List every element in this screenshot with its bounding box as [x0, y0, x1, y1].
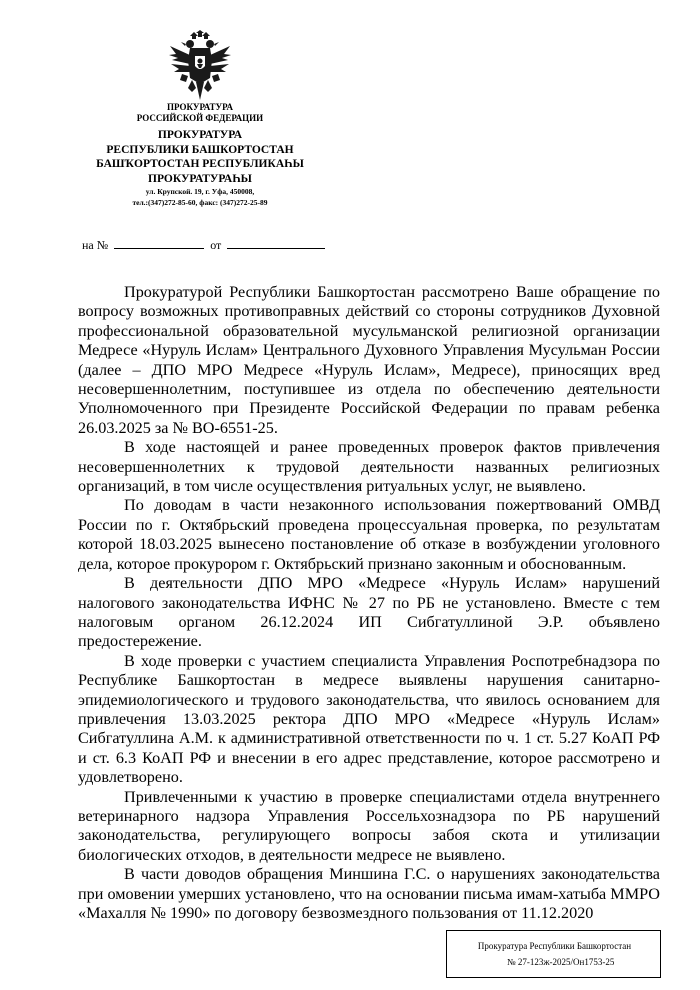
org-bash-line-1: БАШҠОРТОСТАН РЕСПУБЛИКАҺЫ [96, 158, 304, 170]
phones: тел.:(347)272-85-60, факс: (347)272-25-89 [132, 198, 268, 207]
number-label: на № [82, 238, 109, 252]
org-small-line-1: ПРОКУРАТУРА [167, 102, 233, 112]
organization-name [70, 128, 330, 186]
paragraph: В деятельности ДПО МРО «Медресе «Нуруль Ислам» нарушений налогового законодательства ИФНС № 27 по РБ не установлено. Вместе с тем налоговым органом 26.12.2024 ИП Сибгатуллиной Э.Р. объявлено предостережение. [78, 574, 660, 651]
paragraph: В ходе настоящей и ранее проведенных проверок фактов привлечения несовершеннолетних к трудовой деятельности названных религиозных организаций, в том числе осуществления ритуальных услуг, не выявлено. [78, 438, 660, 496]
letter-body [78, 283, 660, 923]
org-small-line-2: РОССИЙСКОЙ ФЕДЕРАЦИИ [136, 113, 264, 123]
org-main-line-2: РЕСПУБЛИКИ БАШКОРТОСТАН [106, 143, 294, 156]
stamp-number: № 27-123ж-2025/Он1753-25 [507, 957, 615, 967]
reference-line [82, 237, 331, 252]
date-blank [227, 237, 325, 249]
number-blank [114, 237, 204, 249]
paragraph: По доводам в части незаконного использования пожертвований ОМВД России по г. Октябрьский проведена процессуальная проверка, по результатам которой 18.03.2025 вынесено постановление об отказе в возбуждении уголовного дела, которое прокурором г. Октябрьский признано законным и обоснованным. [78, 496, 660, 573]
paragraph: В части доводов обращения Миншина Г.С. о нарушениях законодательства при омовении умерших установлено, что на основании письма имам-хатыба ММРО «Махалля № 1990» по договору безвозмездного пользования от 11.12.2020 [78, 865, 660, 922]
paragraph: Прокуратурой Республики Башкортостан рассмотрено Ваше обращение по вопросу возможных противоправных действий со стороны сотрудников Духовной профессиональной образовательной мусульманской религиозной организации Медресе «Нуруль Ислам» Центрального Духовного Управления Мусульман России (далее – ДПО МРО Медресе «Нуруль Ислам», Медресе), приносящих вред несовершеннолетним, поступившее из отдела по обеспечению деятельности Уполномоченного при Президенте Российской Федерации по правам ребенка 26.03.2025 за № ВО-6551-25. [78, 283, 660, 437]
registration-stamp [446, 930, 661, 978]
stamp-org: Прокуратура Республики Башкортостан [477, 941, 632, 951]
contact-block [70, 186, 330, 208]
org-main-line-1: ПРОКУРАТУРА [157, 129, 243, 141]
ministry-header-small [70, 102, 330, 124]
paragraph: В ходе проверки с участием специалиста Управления Роспотребнадзора по Республике Башкортостан в медресе выявлены нарушения санитарно-эпидемиологического и трудового законодательства, что явилось основанием для привлечения 13.03.2025 ректора ДПО МРО «Медресе «Нуруль Ислам» Сибгатуллина А.М. к административной ответственности по ч. 1 ст. 5.27 КоАП РФ и ст. 6.3 КоАП РФ и внесении в его адрес представление, которое рассмотрено и удовлетворено. [78, 651, 660, 787]
date-label: от [210, 238, 222, 252]
double-headed-eagle-emblem-icon [168, 30, 232, 102]
address: ул. Крупской. 19, г. Уфа, 450008, [145, 187, 255, 196]
org-bash-line-2: ПРОКУРАТУРАҺЫ [148, 172, 252, 185]
paragraph: Привлеченными к участию в проверке специалистами отдела внутреннего ветеринарного надзора Управления Россельхознадзора по РБ нарушений законодательства, регулирующего вопросы забоя скота и утилизации биологических отходов, в деятельности медресе не выявлено. [78, 787, 660, 864]
